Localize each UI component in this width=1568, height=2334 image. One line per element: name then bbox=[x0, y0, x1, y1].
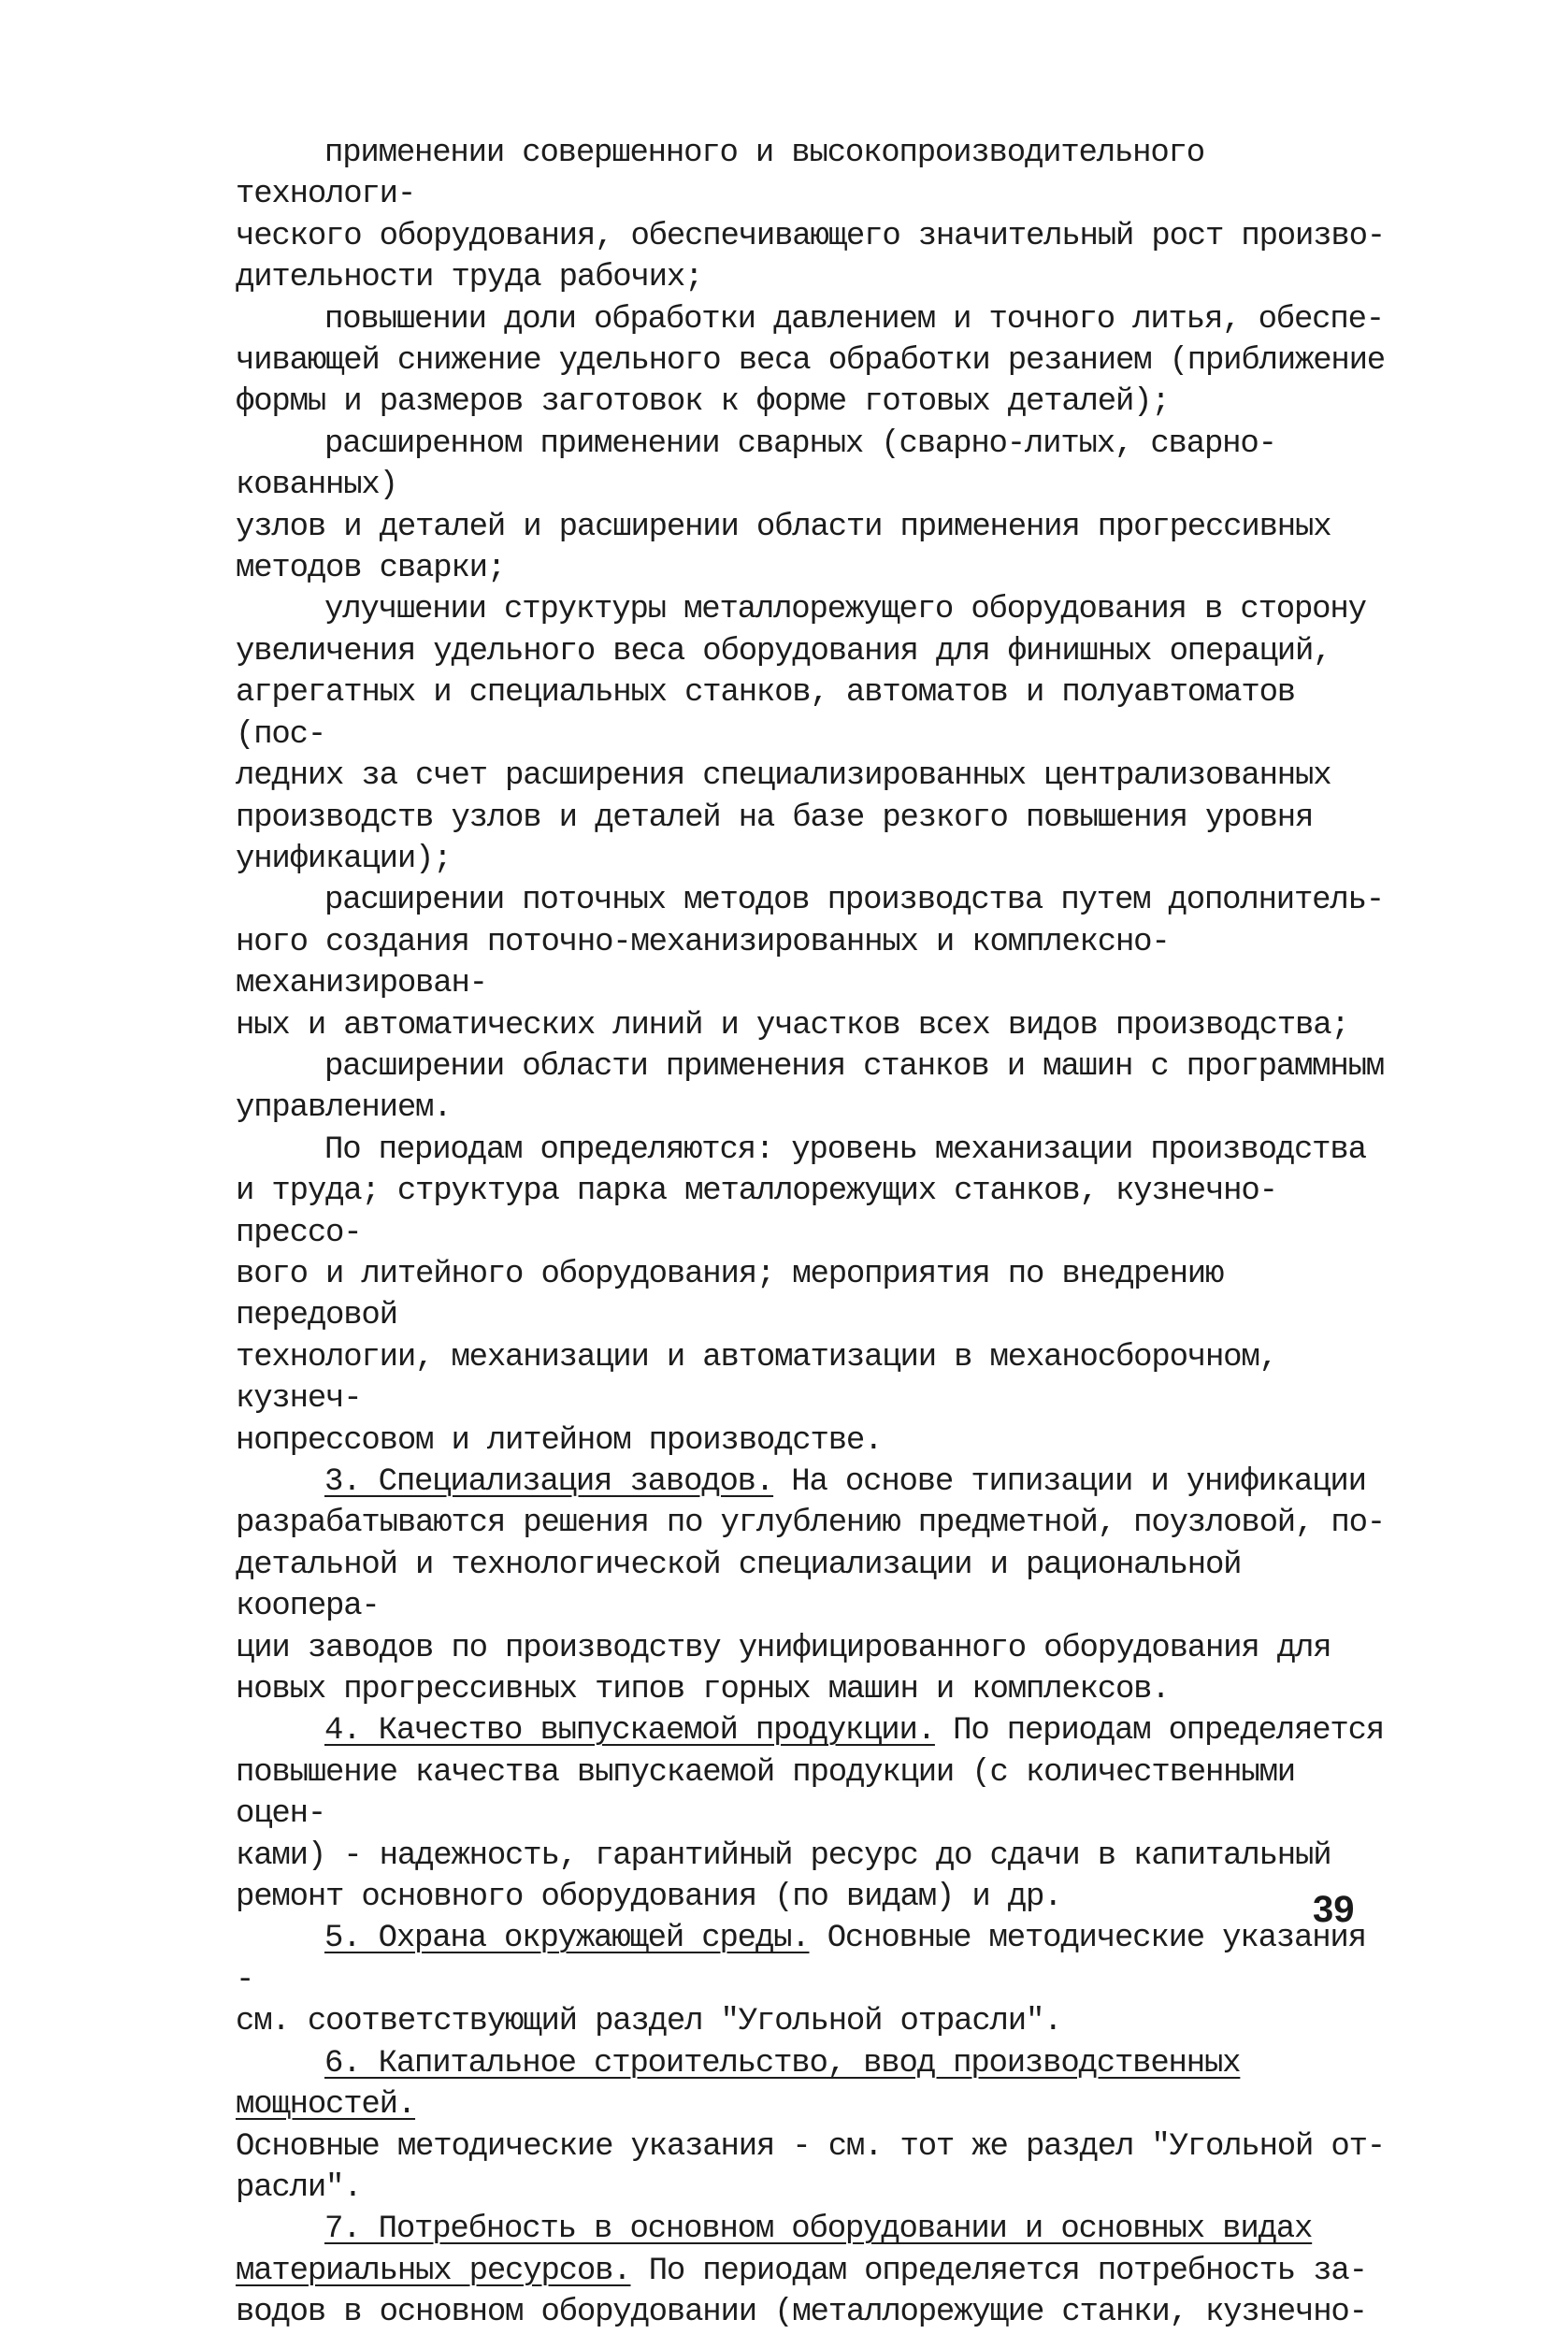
paragraph-flow-methods: расширении поточных методов производства путем дополнитель- ного создания поточно-механизированных и комплексно-механизирован- ных и автоматических линий и участков всех видов производства; bbox=[236, 883, 1384, 1044]
paragraph-program-control: расширении области применения станков и машин с программным управлением. bbox=[236, 1048, 1384, 1127]
section-heading: 7. Потребность в основном оборудовании и основных видах материальных ресурсов. bbox=[236, 2212, 1313, 2289]
section-heading: 3. Специализация заводов. bbox=[324, 1464, 774, 1500]
section-6-capital-construction: 6. Капитальное строительство, ввод производственных мощностей. Основные методические указания - см. тот же раздел "Угольной от- расли". bbox=[236, 2045, 1386, 2206]
section-5-environment: 5. Охрана окружающей среды. Основные методические указания - см. соответствующий раздел "Угольной отрасли". bbox=[236, 1921, 1366, 2040]
section-4-quality: 4. Качество выпускаемой продукции. По периодам определяется повышение качества выпускаемой продукции (с количественными оцен- ками) - надежность, гарантийный ресурс до сдачи в капитальный ремонт основного оборудования (по видам) и др. bbox=[236, 1713, 1385, 1916]
paragraph-equipment: применении совершенного и высокопроизводительного технологи- ческого оборудования, обеспечивающего значительный рост произво- дительности труда рабочих; bbox=[236, 136, 1386, 296]
section-7-equipment-needs: 7. Потребность в основном оборудовании и основных видах материальных ресурсов. По периодам определяется потребность за- водов в основном оборудовании (металлорежущие станки, кузнечно- bbox=[236, 2212, 1367, 2331]
body-text bbox=[236, 133, 1395, 2334]
page-number: 39 bbox=[1313, 1889, 1355, 1930]
section-heading: 5. Охрана окружающей среды. bbox=[324, 1921, 810, 1957]
paragraph-metal-cutting-structure: улучшении структуры металлорежущего оборудования в сторону увеличения удельного веса оборудования для финишных операций, агрегатных и специальных станков, автоматов и полуавтоматов (пос- ледних за счет расширения специализированных централизованных производств узлов и деталей на базе резкого повышения уровня унификации); bbox=[236, 592, 1366, 877]
section-3-specialization: 3. Специализация заводов. На основе типизации и унификации разрабатываются решения по углублению предметной, поузловой, по- детальной и технологической специализации и рациональной коопера- ции заводов по производству унифицированного оборудования для новых прогрессивных типов горных машин и комплексов. bbox=[236, 1464, 1386, 1708]
paragraph-welding: расширенном применении сварных (сварно-литых, сварно-кованных) узлов и деталей и расширении области применения прогрессивных методов сварки; bbox=[236, 425, 1331, 587]
section-heading: 6. Капитальное строительство, ввод производственных мощностей. bbox=[236, 2045, 1241, 2124]
paragraph-pressure-processing: повышении доли обработки давлением и точного литья, обеспе- чивающей снижение удельного веса обработки резанием (приближение формы и размеров заготовок к форме готовых деталей); bbox=[236, 301, 1386, 421]
section-heading: 4. Качество выпускаемой продукции. bbox=[324, 1713, 935, 1750]
paragraph-periods: По периодам определяются: уровень механизации производства и труда; структура парка металлорежущих станков, кузнечно-прессо- вого и литейного оборудования; мероприятия по внедрению передовой технологии, механизации и автоматизации в механосборочном, кузнеч- нопрессовом и литейном производстве. bbox=[236, 1131, 1366, 1459]
